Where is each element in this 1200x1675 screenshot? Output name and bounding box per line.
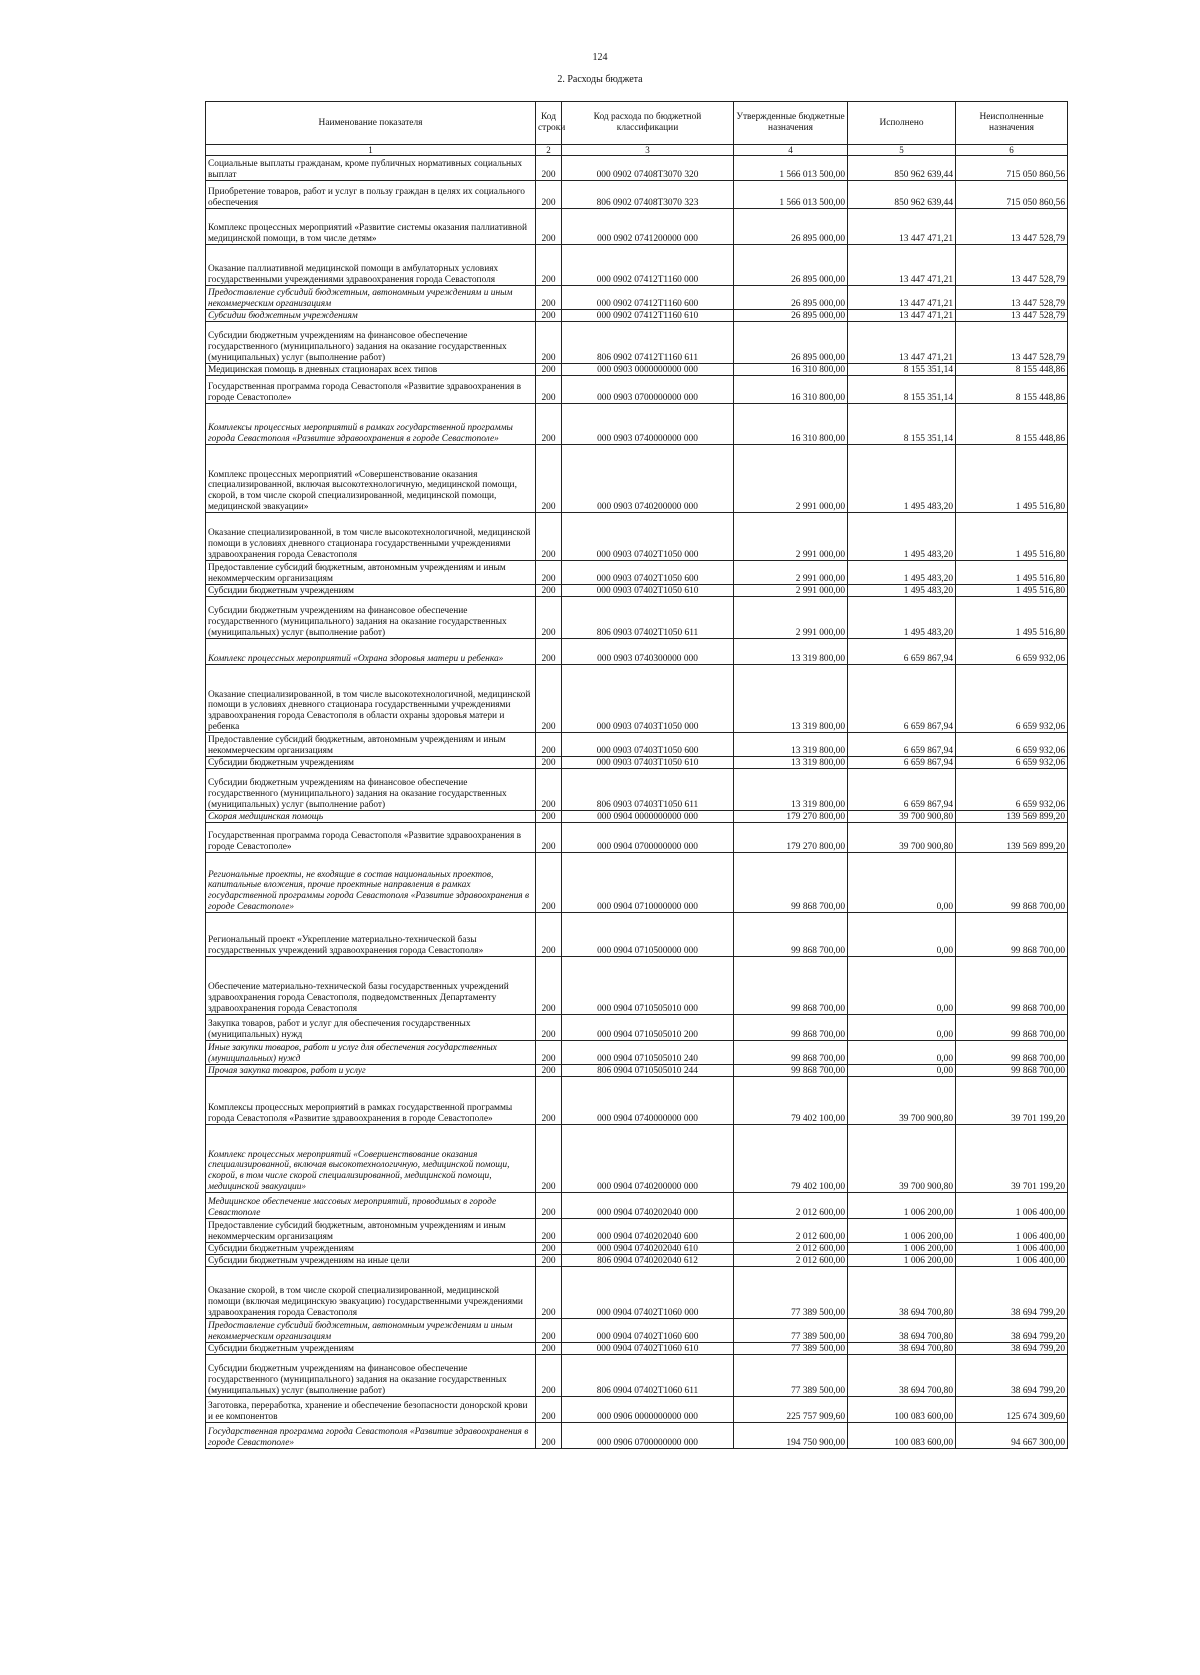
cell-name: Субсидии бюджетным учреждениям на финансовое обеспечение государственного (муниципального) задания на оказание государственных (муниципальных) услуг (выполнение работ)	[206, 597, 536, 639]
cell-remaining: 6 659 932,06	[956, 665, 1068, 733]
cell-remaining: 8 155 448,86	[956, 376, 1068, 404]
cell-approved: 26 895 000,00	[734, 286, 848, 310]
table-row	[206, 1219, 1068, 1243]
cell-code: 200	[536, 1015, 562, 1041]
cell-approved: 2 991 000,00	[734, 445, 848, 513]
cell-code: 200	[536, 445, 562, 513]
cell-name: Заготовка, переработка, хранение и обеспечение безопасности донорской крови и ее компонентов	[206, 1397, 536, 1423]
cell-approved: 99 868 700,00	[734, 957, 848, 1015]
cell-name: Обеспечение материально-технической базы государственных учреждений здравоохранения города Севастополя, подведомственных Департаменту здравоохранения города Севастополя	[206, 957, 536, 1015]
expenditure-table	[205, 101, 1068, 1449]
cell-executed: 1 006 200,00	[848, 1193, 956, 1219]
cell-cls: 806 0903 07403Т1050 611	[562, 769, 734, 811]
cell-remaining: 99 868 700,00	[956, 913, 1068, 957]
cell-code: 200	[536, 1219, 562, 1243]
cell-approved: 99 868 700,00	[734, 1065, 848, 1077]
table-row	[206, 757, 1068, 769]
table-row	[206, 209, 1068, 245]
cell-executed: 1 495 483,20	[848, 597, 956, 639]
cell-cls: 000 0904 0710500000 000	[562, 913, 734, 957]
cell-cls: 806 0904 0710505010 244	[562, 1065, 734, 1077]
cell-executed: 1 495 483,20	[848, 561, 956, 585]
cell-code: 200	[536, 561, 562, 585]
cell-remaining: 1 006 400,00	[956, 1243, 1068, 1255]
cell-cls: 000 0906 0000000000 000	[562, 1397, 734, 1423]
cell-name: Субсидии бюджетным учреждениям на финансовое обеспечение государственного (муниципального) задания на оказание государственных (муниципальных) услуг (выполнение работ)	[206, 1355, 536, 1397]
table-row	[206, 769, 1068, 811]
cell-approved: 179 270 800,00	[734, 823, 848, 853]
cell-executed: 850 962 639,44	[848, 156, 956, 181]
header-line-code: Код строки	[536, 102, 562, 145]
cell-approved: 26 895 000,00	[734, 310, 848, 322]
cell-code: 200	[536, 310, 562, 322]
table-row	[206, 811, 1068, 823]
cell-remaining: 1 006 400,00	[956, 1193, 1068, 1219]
cell-name: Скорая медицинская помощь	[206, 811, 536, 823]
header-classification-code: Код расхода по бюджетной классификации	[562, 102, 734, 145]
cell-remaining: 13 447 528,79	[956, 209, 1068, 245]
cell-cls: 000 0904 0710505010 240	[562, 1041, 734, 1065]
cell-executed: 850 962 639,44	[848, 181, 956, 209]
cell-approved: 77 389 500,00	[734, 1267, 848, 1319]
cell-approved: 99 868 700,00	[734, 913, 848, 957]
cell-remaining: 139 569 899,20	[956, 811, 1068, 823]
table-row	[206, 1355, 1068, 1397]
cell-executed: 100 083 600,00	[848, 1397, 956, 1423]
cell-name: Региональные проекты, не входящие в состав национальных проектов, капитальные вложения, прочие проектные направления в рамках государственной программы города Севастополя «Развитие здравоохранения в городе Севастополе»	[206, 853, 536, 913]
cell-approved: 99 868 700,00	[734, 1015, 848, 1041]
cell-cls: 806 0902 07412Т1160 611	[562, 322, 734, 364]
cell-code: 200	[536, 639, 562, 665]
cell-cls: 000 0902 07412Т1160 610	[562, 310, 734, 322]
cell-remaining: 8 155 448,86	[956, 404, 1068, 445]
cell-cls: 000 0903 0700000000 000	[562, 376, 734, 404]
cell-code: 200	[536, 1255, 562, 1267]
cell-name: Государственная программа города Севастополя «Развитие здравоохранения в городе Севастополе»	[206, 376, 536, 404]
cell-code: 200	[536, 513, 562, 561]
cell-code: 200	[536, 1125, 562, 1193]
column-number: 2	[536, 145, 562, 156]
cell-cls: 000 0904 0000000000 000	[562, 811, 734, 823]
header-executed: Исполнено	[848, 102, 956, 145]
table-row	[206, 1041, 1068, 1065]
cell-executed: 1 006 200,00	[848, 1255, 956, 1267]
cell-executed: 8 155 351,14	[848, 376, 956, 404]
cell-name: Региональный проект «Укрепление материально-технической базы государственных учреждений здравоохранения города Севастополя»	[206, 913, 536, 957]
cell-approved: 16 310 800,00	[734, 364, 848, 376]
table-row	[206, 585, 1068, 597]
cell-code: 200	[536, 853, 562, 913]
cell-remaining: 99 868 700,00	[956, 1041, 1068, 1065]
cell-code: 200	[536, 404, 562, 445]
cell-executed: 1 495 483,20	[848, 585, 956, 597]
table-row	[206, 1343, 1068, 1355]
cell-approved: 13 319 800,00	[734, 733, 848, 757]
cell-name: Предоставление субсидий бюджетным, автономным учреждениям и иным некоммерческим организациям	[206, 1319, 536, 1343]
cell-approved: 77 389 500,00	[734, 1343, 848, 1355]
cell-cls: 000 0906 0700000000 000	[562, 1423, 734, 1449]
table-row	[206, 1267, 1068, 1319]
cell-executed: 13 447 471,21	[848, 286, 956, 310]
cell-approved: 2 012 600,00	[734, 1255, 848, 1267]
cell-remaining: 6 659 932,06	[956, 757, 1068, 769]
cell-remaining: 1 006 400,00	[956, 1255, 1068, 1267]
cell-approved: 79 402 100,00	[734, 1125, 848, 1193]
table-row	[206, 823, 1068, 853]
cell-remaining: 99 868 700,00	[956, 957, 1068, 1015]
cell-name: Оказание специализированной, в том числе высокотехнологичной, медицинской помощи в условиях дневного стационара государственными учреждениями здравоохранения города Севастополя	[206, 513, 536, 561]
cell-name: Комплекс процессных мероприятий «Охрана здоровья матери и ребенка»	[206, 639, 536, 665]
cell-approved: 194 750 900,00	[734, 1423, 848, 1449]
cell-cls: 000 0904 07402Т1060 000	[562, 1267, 734, 1319]
table-row	[206, 1065, 1068, 1077]
cell-approved: 13 319 800,00	[734, 757, 848, 769]
cell-cls: 000 0903 07403Т1050 600	[562, 733, 734, 757]
cell-code: 200	[536, 1077, 562, 1125]
table-row	[206, 597, 1068, 639]
table-row	[206, 156, 1068, 181]
cell-executed: 0,00	[848, 1041, 956, 1065]
cell-approved: 99 868 700,00	[734, 1041, 848, 1065]
cell-code: 200	[536, 597, 562, 639]
cell-cls: 000 0904 07402Т1060 610	[562, 1343, 734, 1355]
cell-code: 200	[536, 1065, 562, 1077]
cell-code: 200	[536, 181, 562, 209]
cell-cls: 000 0902 0741200000 000	[562, 209, 734, 245]
table-row	[206, 1423, 1068, 1449]
cell-cls: 000 0903 0740200000 000	[562, 445, 734, 513]
cell-remaining: 125 674 309,60	[956, 1397, 1068, 1423]
cell-approved: 77 389 500,00	[734, 1319, 848, 1343]
cell-executed: 6 659 867,94	[848, 757, 956, 769]
table-row	[206, 957, 1068, 1015]
cell-code: 200	[536, 245, 562, 286]
cell-code: 200	[536, 823, 562, 853]
cell-approved: 1 566 013 500,00	[734, 156, 848, 181]
cell-executed: 8 155 351,14	[848, 364, 956, 376]
cell-executed: 1 495 483,20	[848, 445, 956, 513]
table-header-row	[206, 102, 1068, 145]
cell-executed: 0,00	[848, 957, 956, 1015]
cell-remaining: 38 694 799,20	[956, 1267, 1068, 1319]
cell-approved: 13 319 800,00	[734, 769, 848, 811]
cell-code: 200	[536, 286, 562, 310]
cell-name: Субсидии бюджетным учреждениям	[206, 1243, 536, 1255]
cell-name: Комплекс процессных мероприятий «Совершенствование оказания специализированной, включая высокотехнологичную, медицинской помощи, скорой, в том числе скорой специализированной, медицинской помощи, медицинской эвакуации»	[206, 1125, 536, 1193]
cell-executed: 39 700 900,80	[848, 811, 956, 823]
cell-executed: 38 694 700,80	[848, 1267, 956, 1319]
cell-name: Комплекс процессных мероприятий «Совершенствование оказания специализированной, включая высокотехнологичную, медицинской помощи, скорой, в том числе скорой специализированной, медицинской помощи, медицинской эвакуации»	[206, 445, 536, 513]
cell-executed: 39 700 900,80	[848, 1125, 956, 1193]
cell-approved: 16 310 800,00	[734, 376, 848, 404]
table-row	[206, 404, 1068, 445]
cell-executed: 13 447 471,21	[848, 322, 956, 364]
cell-remaining: 1 495 516,80	[956, 445, 1068, 513]
cell-executed: 100 083 600,00	[848, 1423, 956, 1449]
table-row	[206, 1193, 1068, 1219]
cell-cls: 000 0904 0740202040 600	[562, 1219, 734, 1243]
cell-cls: 000 0902 07412Т1160 000	[562, 245, 734, 286]
header-approved: Утвержденные бюджетные назначения	[734, 102, 848, 145]
cell-code: 200	[536, 322, 562, 364]
cell-executed: 38 694 700,80	[848, 1319, 956, 1343]
cell-executed: 39 700 900,80	[848, 823, 956, 853]
cell-code: 200	[536, 1193, 562, 1219]
cell-approved: 2 991 000,00	[734, 585, 848, 597]
section-title: 2. Расходы бюджета	[557, 74, 643, 85]
cell-code: 200	[536, 209, 562, 245]
cell-remaining: 38 694 799,20	[956, 1343, 1068, 1355]
cell-approved: 2 012 600,00	[734, 1243, 848, 1255]
cell-code: 200	[536, 665, 562, 733]
cell-approved: 26 895 000,00	[734, 209, 848, 245]
cell-code: 200	[536, 913, 562, 957]
cell-code: 200	[536, 1267, 562, 1319]
table-row	[206, 364, 1068, 376]
cell-executed: 6 659 867,94	[848, 639, 956, 665]
cell-name: Комплекс процессных мероприятий «Развитие системы оказания паллиативной медицинской помощи, в том числе детям»	[206, 209, 536, 245]
cell-name: Предоставление субсидий бюджетным, автономным учреждениям и иным некоммерческим организациям	[206, 1219, 536, 1243]
cell-cls: 000 0904 0710000000 000	[562, 853, 734, 913]
cell-name: Медицинская помощь в дневных стационарах всех типов	[206, 364, 536, 376]
cell-remaining: 94 667 300,00	[956, 1423, 1068, 1449]
table-row	[206, 310, 1068, 322]
cell-remaining: 6 659 932,06	[956, 639, 1068, 665]
cell-name: Приобретение товаров, работ и услуг в пользу граждан в целях их социального обеспечения	[206, 181, 536, 209]
cell-approved: 13 319 800,00	[734, 639, 848, 665]
cell-name: Комплексы процессных мероприятий в рамках государственной программы города Севастополя «Развитие здравоохранения в городе Севастополе»	[206, 1077, 536, 1125]
column-number: 1	[206, 145, 536, 156]
cell-remaining: 8 155 448,86	[956, 364, 1068, 376]
cell-name: Закупка товаров, работ и услуг для обеспечения государственных (муниципальных) нужд	[206, 1015, 536, 1041]
cell-approved: 2 012 600,00	[734, 1219, 848, 1243]
table-row	[206, 181, 1068, 209]
cell-cls: 806 0903 07402Т1050 611	[562, 597, 734, 639]
cell-code: 200	[536, 1343, 562, 1355]
table-row	[206, 513, 1068, 561]
cell-executed: 1 495 483,20	[848, 513, 956, 561]
table-body	[206, 156, 1068, 1449]
table-row	[206, 445, 1068, 513]
table-row	[206, 376, 1068, 404]
cell-approved: 26 895 000,00	[734, 322, 848, 364]
cell-approved: 2 991 000,00	[734, 561, 848, 585]
cell-code: 200	[536, 1041, 562, 1065]
cell-code: 200	[536, 733, 562, 757]
cell-cls: 000 0903 0740000000 000	[562, 404, 734, 445]
cell-approved: 2 991 000,00	[734, 513, 848, 561]
cell-cls: 000 0904 0740000000 000	[562, 1077, 734, 1125]
cell-code: 200	[536, 757, 562, 769]
cell-name: Субсидии бюджетным учреждениям	[206, 310, 536, 322]
cell-name: Субсидии бюджетным учреждениям на иные цели	[206, 1255, 536, 1267]
cell-remaining: 715 050 860,56	[956, 156, 1068, 181]
cell-name: Субсидии бюджетным учреждениям	[206, 585, 536, 597]
cell-remaining: 13 447 528,79	[956, 322, 1068, 364]
cell-code: 200	[536, 1319, 562, 1343]
cell-cls: 000 0903 0000000000 000	[562, 364, 734, 376]
cell-remaining: 139 569 899,20	[956, 823, 1068, 853]
cell-name: Субсидии бюджетным учреждениям на финансовое обеспечение государственного (муниципального) задания на оказание государственных (муниципальных) услуг (выполнение работ)	[206, 769, 536, 811]
cell-approved: 13 319 800,00	[734, 665, 848, 733]
cell-executed: 0,00	[848, 1065, 956, 1077]
cell-name: Предоставление субсидий бюджетным, автономным учреждениям и иным некоммерческим организациям	[206, 561, 536, 585]
cell-remaining: 13 447 528,79	[956, 286, 1068, 310]
cell-cls: 000 0903 0740300000 000	[562, 639, 734, 665]
cell-cls: 000 0904 0710505010 000	[562, 957, 734, 1015]
cell-approved: 16 310 800,00	[734, 404, 848, 445]
column-number: 5	[848, 145, 956, 156]
cell-executed: 13 447 471,21	[848, 209, 956, 245]
table-row	[206, 639, 1068, 665]
header-indicator-name: Наименование показателя	[206, 102, 536, 145]
cell-cls: 000 0904 07402Т1060 600	[562, 1319, 734, 1343]
cell-code: 200	[536, 811, 562, 823]
cell-remaining: 39 701 199,20	[956, 1077, 1068, 1125]
cell-approved: 26 895 000,00	[734, 245, 848, 286]
table-row	[206, 245, 1068, 286]
cell-approved: 1 566 013 500,00	[734, 181, 848, 209]
cell-cls: 000 0903 07402Т1050 600	[562, 561, 734, 585]
table-row	[206, 1125, 1068, 1193]
table-row	[206, 286, 1068, 310]
column-number: 6	[956, 145, 1068, 156]
table-row	[206, 853, 1068, 913]
cell-name: Субсидии бюджетным учреждениям на финансовое обеспечение государственного (муниципального) задания на оказание государственных (муниципальных) услуг (выполнение работ)	[206, 322, 536, 364]
cell-code: 200	[536, 1355, 562, 1397]
cell-remaining: 13 447 528,79	[956, 245, 1068, 286]
cell-executed: 6 659 867,94	[848, 769, 956, 811]
cell-approved: 2 012 600,00	[734, 1193, 848, 1219]
cell-name: Оказание паллиативной медицинской помощи в амбулаторных условиях государственными учреждениями здравоохранения города Севастополя	[206, 245, 536, 286]
column-number-row	[206, 145, 1068, 156]
cell-executed: 8 155 351,14	[848, 404, 956, 445]
cell-executed: 0,00	[848, 1015, 956, 1041]
cell-approved: 179 270 800,00	[734, 811, 848, 823]
cell-remaining: 6 659 932,06	[956, 733, 1068, 757]
cell-approved: 77 389 500,00	[734, 1355, 848, 1397]
cell-cls: 806 0904 0740202040 612	[562, 1255, 734, 1267]
cell-remaining: 1 495 516,80	[956, 513, 1068, 561]
table-row	[206, 913, 1068, 957]
cell-name: Субсидии бюджетным учреждениям	[206, 1343, 536, 1355]
cell-cls: 806 0904 07402Т1060 611	[562, 1355, 734, 1397]
cell-executed: 13 447 471,21	[848, 310, 956, 322]
cell-cls: 000 0902 07412Т1160 600	[562, 286, 734, 310]
cell-executed: 39 700 900,80	[848, 1077, 956, 1125]
cell-name: Социальные выплаты гражданам, кроме публичных нормативных социальных выплат	[206, 156, 536, 181]
cell-code: 200	[536, 1423, 562, 1449]
table-row	[206, 1243, 1068, 1255]
cell-name: Субсидии бюджетным учреждениям	[206, 757, 536, 769]
cell-code: 200	[536, 585, 562, 597]
cell-executed: 0,00	[848, 853, 956, 913]
cell-name: Прочая закупка товаров, работ и услуг	[206, 1065, 536, 1077]
cell-name: Комплексы процессных мероприятий в рамках государственной программы города Севастополя «Развитие здравоохранения в городе Севастополе»	[206, 404, 536, 445]
cell-code: 200	[536, 376, 562, 404]
table-row	[206, 1255, 1068, 1267]
cell-remaining: 1 495 516,80	[956, 585, 1068, 597]
cell-remaining: 1 006 400,00	[956, 1219, 1068, 1243]
cell-approved: 2 991 000,00	[734, 597, 848, 639]
cell-remaining: 99 868 700,00	[956, 1015, 1068, 1041]
cell-remaining: 99 868 700,00	[956, 853, 1068, 913]
cell-executed: 13 447 471,21	[848, 245, 956, 286]
table-row	[206, 1397, 1068, 1423]
cell-executed: 0,00	[848, 913, 956, 957]
cell-name: Медицинское обеспечение массовых мероприятий, проводимых в городе Севастополе	[206, 1193, 536, 1219]
cell-name: Предоставление субсидий бюджетным, автономным учреждениям и иным некоммерческим организациям	[206, 733, 536, 757]
cell-cls: 000 0904 0740200000 000	[562, 1125, 734, 1193]
cell-remaining: 1 495 516,80	[956, 597, 1068, 639]
cell-cls: 000 0904 0700000000 000	[562, 823, 734, 853]
cell-approved: 225 757 909,60	[734, 1397, 848, 1423]
cell-remaining: 38 694 799,20	[956, 1319, 1068, 1343]
cell-cls: 000 0904 0740202040 000	[562, 1193, 734, 1219]
cell-approved: 79 402 100,00	[734, 1077, 848, 1125]
cell-cls: 000 0904 0710505010 200	[562, 1015, 734, 1041]
cell-remaining: 1 495 516,80	[956, 561, 1068, 585]
table-row	[206, 1319, 1068, 1343]
cell-cls: 000 0903 07403Т1050 610	[562, 757, 734, 769]
cell-code: 200	[536, 957, 562, 1015]
cell-cls: 000 0902 07408Т3070 320	[562, 156, 734, 181]
cell-remaining: 13 447 528,79	[956, 310, 1068, 322]
column-number: 4	[734, 145, 848, 156]
cell-name: Иные закупки товаров, работ и услуг для обеспечения государственных (муниципальных) нужд	[206, 1041, 536, 1065]
cell-code: 200	[536, 1397, 562, 1423]
cell-cls: 000 0903 07402Т1050 610	[562, 585, 734, 597]
cell-approved: 99 868 700,00	[734, 853, 848, 913]
cell-code: 200	[536, 1243, 562, 1255]
table-row	[206, 1077, 1068, 1125]
table-row	[206, 561, 1068, 585]
cell-cls: 000 0903 07402Т1050 000	[562, 513, 734, 561]
table-row	[206, 322, 1068, 364]
cell-executed: 6 659 867,94	[848, 733, 956, 757]
cell-code: 200	[536, 364, 562, 376]
cell-remaining: 39 701 199,20	[956, 1125, 1068, 1193]
page-number: 124	[592, 52, 608, 63]
cell-name: Оказание скорой, в том числе скорой специализированной, медицинской помощи (включая медицинскую эвакуацию) государственными учреждениями здравоохранения города Севастополя	[206, 1267, 536, 1319]
cell-name: Государственная программа города Севастополя «Развитие здравоохранения в городе Севастополе»	[206, 823, 536, 853]
cell-executed: 38 694 700,80	[848, 1343, 956, 1355]
cell-executed: 1 006 200,00	[848, 1219, 956, 1243]
table-row	[206, 733, 1068, 757]
table-row	[206, 1015, 1068, 1041]
header-remaining: Неисполненные назначения	[956, 102, 1068, 145]
cell-executed: 1 006 200,00	[848, 1243, 956, 1255]
cell-executed: 6 659 867,94	[848, 665, 956, 733]
cell-code: 200	[536, 769, 562, 811]
cell-remaining: 38 694 799,20	[956, 1355, 1068, 1397]
cell-cls: 000 0904 0740202040 610	[562, 1243, 734, 1255]
cell-name: Оказание специализированной, в том числе высокотехнологичной, медицинской помощи в условиях дневного стационара государственными учреждениями здравоохранения города Севастополя в области охраны здоровья матери и ребенка	[206, 665, 536, 733]
cell-remaining: 6 659 932,06	[956, 769, 1068, 811]
cell-code: 200	[536, 156, 562, 181]
cell-cls: 000 0903 07403Т1050 000	[562, 665, 734, 733]
table-row	[206, 665, 1068, 733]
cell-executed: 38 694 700,80	[848, 1355, 956, 1397]
cell-remaining: 99 868 700,00	[956, 1065, 1068, 1077]
cell-cls: 806 0902 07408Т3070 323	[562, 181, 734, 209]
column-number: 3	[562, 145, 734, 156]
cell-name: Предоставление субсидий бюджетным, автономным учреждениям и иным некоммерческим организациям	[206, 286, 536, 310]
cell-name: Государственная программа города Севастополя «Развитие здравоохранения в городе Севастополе»	[206, 1423, 536, 1449]
cell-remaining: 715 050 860,56	[956, 181, 1068, 209]
